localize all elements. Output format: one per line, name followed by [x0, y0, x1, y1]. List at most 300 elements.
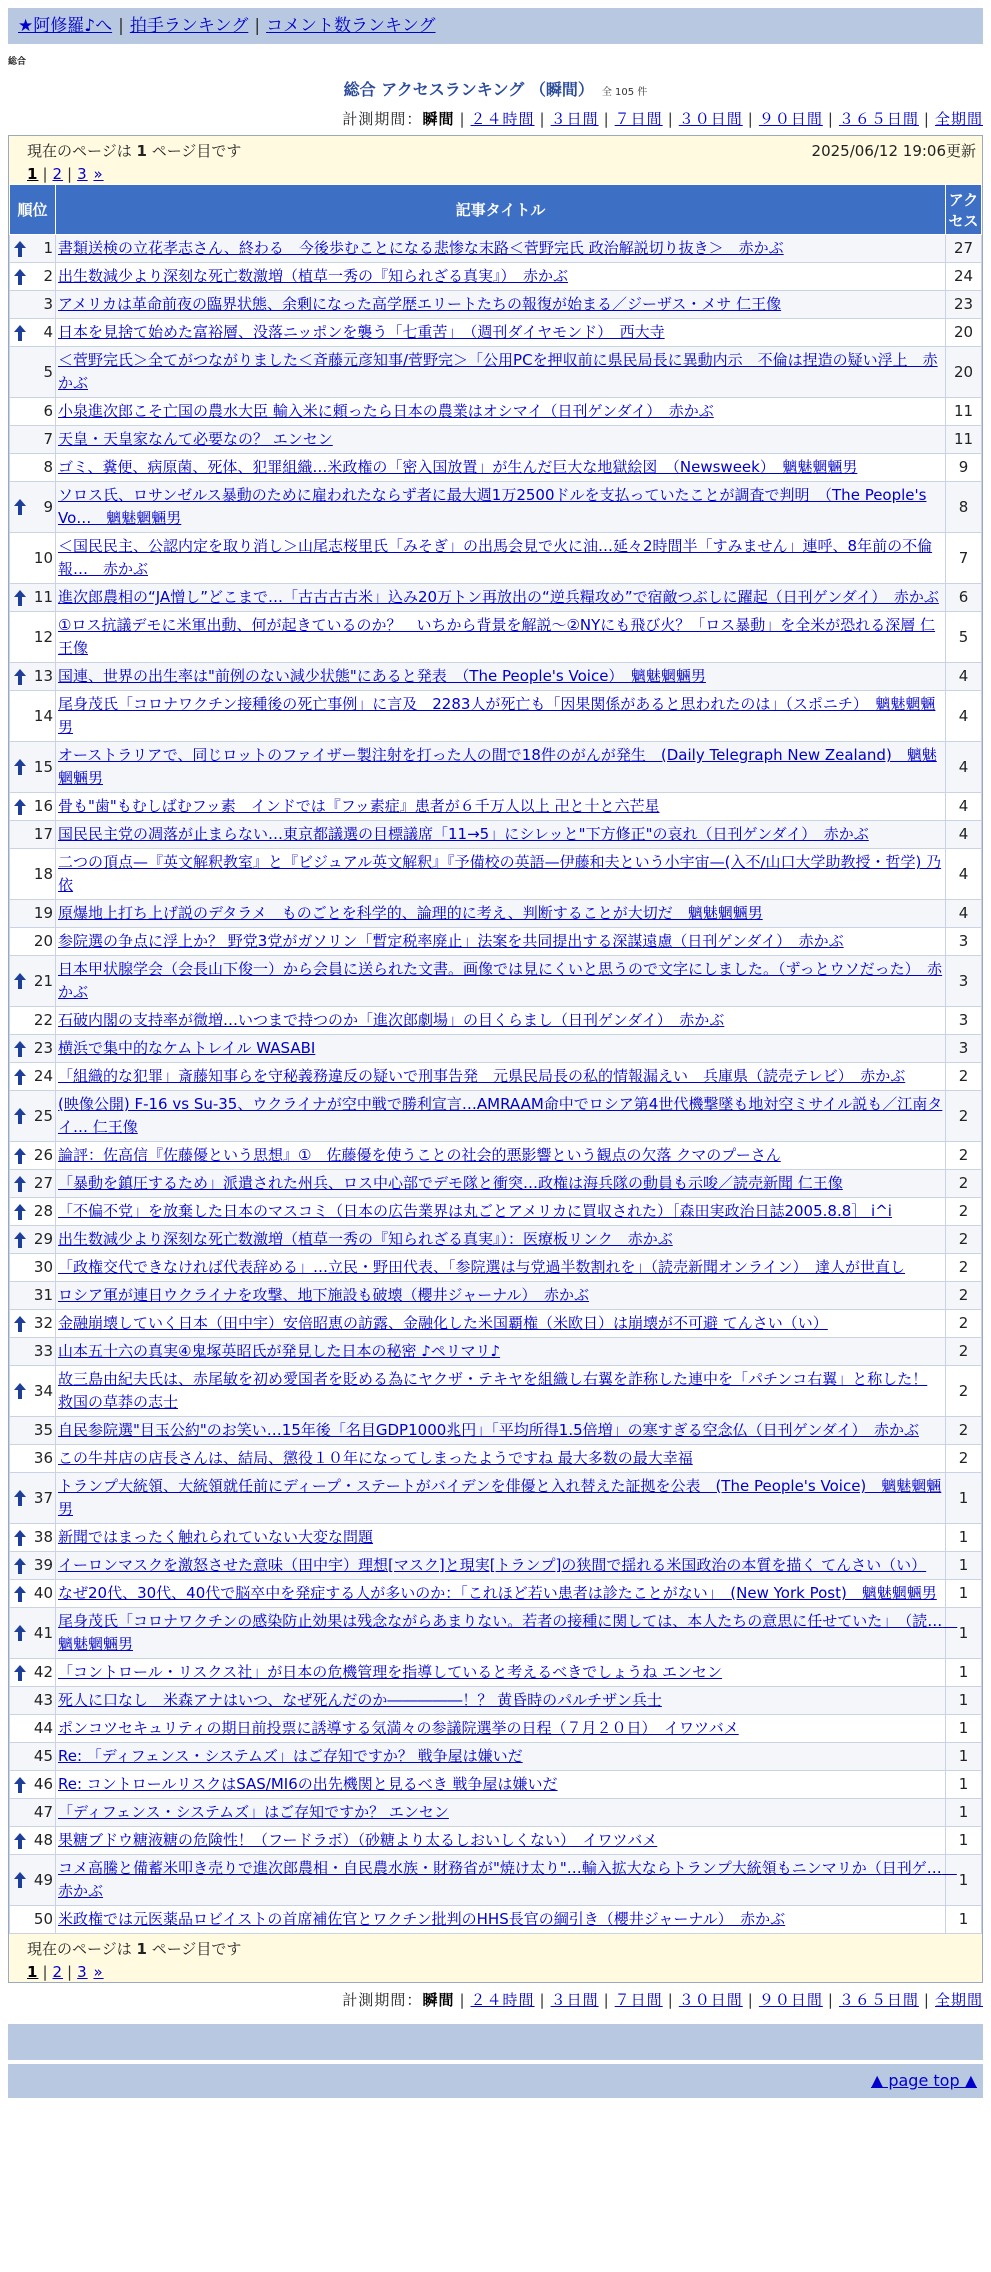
rank-up-arrow-icon — [14, 1316, 26, 1332]
article-title-link[interactable]: コメ高騰と備蓄米叩き売りで進次郎農相・自民農水族・財務省が"焼け太り"…輸入拡大ならトランプ大統領もニンマリか（日刊ゲ… 赤かぶ — [58, 1859, 957, 1900]
article-title-link[interactable]: 尾身茂氏「コロナワクチン接種後の死亡事例」に言及 2283人が死亡も「因果関係があると思われたのは」（スポニチ） 魑魅魍魎男 — [58, 695, 936, 736]
pager-page-link[interactable]: 2 — [52, 165, 64, 183]
title-cell — [56, 1771, 946, 1799]
rank-number: 44 — [33, 1719, 53, 1737]
title-cell — [56, 1310, 946, 1338]
table-row — [10, 1687, 982, 1715]
article-title-link[interactable]: Re: 「ディフェンス・システムズ」はご存知ですか？ 戦争屋は嫌いだ — [58, 1747, 523, 1765]
rank-cell — [10, 956, 56, 1007]
table-row — [10, 1091, 982, 1142]
title-cell — [56, 1282, 946, 1310]
rank-number: 43 — [33, 1691, 53, 1709]
article-title-link[interactable]: 石破内閣の支持率が微増…いつまで持つのか「進次郎劇場」の目くらまし（日刊ゲンダイ） 赤かぶ — [58, 1011, 725, 1029]
table-row — [10, 319, 982, 347]
table-row — [10, 1906, 982, 1934]
table-row — [10, 1338, 982, 1366]
access-count: 2 — [946, 1254, 982, 1282]
article-title-link[interactable]: 死人に口なし 米森アナはいつ、なぜ死んだのか―――――！？ 黄昏時のパルチザン兵士 — [58, 1691, 662, 1709]
period-option-3[interactable]: ７日間 — [614, 110, 663, 128]
rank-cell — [10, 1142, 56, 1170]
period-separator: | — [459, 1991, 466, 2009]
access-count: 2 — [946, 1170, 982, 1198]
rank-number: 34 — [33, 1381, 53, 1400]
pager-next-link[interactable]: » — [93, 165, 104, 183]
table-row — [10, 1310, 982, 1338]
rank-up-arrow-icon — [14, 1833, 26, 1849]
title-cell — [56, 454, 946, 482]
table-row — [10, 1035, 982, 1063]
period-separator: | — [667, 1991, 674, 2009]
rank-number: 18 — [33, 864, 53, 883]
title-cell — [56, 426, 946, 454]
pager-current-page[interactable]: 1 — [27, 1963, 39, 1981]
article-title-link[interactable]: 天皇・天皇家なんて必要なの？ エンセン — [58, 430, 333, 448]
rank-number: 32 — [33, 1314, 53, 1332]
pager-separator: | — [42, 1963, 49, 1981]
rank-cell — [10, 398, 56, 426]
rank-up-arrow-icon — [14, 799, 26, 815]
total-count: 全 105 件 — [601, 87, 648, 98]
title-cell — [56, 1170, 946, 1198]
rank-number: 40 — [33, 1584, 53, 1602]
table-row — [10, 1170, 982, 1198]
top-nav — [8, 8, 983, 44]
article-title-link[interactable]: 「組織的な犯罪」斎藤知事らを守秘義務違反の疑いで刑事告発 元県民局長の私的情報漏えい 兵庫県（読売テレビ） 赤かぶ — [58, 1067, 906, 1085]
period-option-1[interactable]: ２４時間 — [470, 1991, 535, 2009]
rank-cell — [10, 1254, 56, 1282]
article-title-link[interactable]: 日本を見捨て始めた富裕層、没落ニッポンを襲う「七重苦」 （週刊ダイヤモンド） 西大寺 — [58, 323, 665, 341]
article-title-link[interactable]: 「政権交代できなければ代表辞める」…立民・野田代表、「参院選は与党過半数割れを」（読売新聞オンライン） 達人が世直し — [58, 1258, 906, 1276]
article-title-link[interactable]: 新聞ではまったく触れられていない大変な問題 — [58, 1528, 374, 1546]
rank-up-arrow-icon — [14, 1148, 26, 1164]
rank-up-arrow-icon — [14, 1530, 26, 1546]
access-count: 1 — [946, 1799, 982, 1827]
access-count: 8 — [946, 482, 982, 533]
rank-cell — [10, 1743, 56, 1771]
access-count: 3 — [946, 928, 982, 956]
rank-cell — [10, 742, 56, 793]
table-row — [10, 1366, 982, 1417]
rank-cell — [10, 235, 56, 263]
period-separator: | — [827, 1991, 834, 2009]
ranking-table — [9, 184, 982, 1934]
title-cell — [56, 742, 946, 793]
rank-number: 6 — [43, 402, 53, 420]
page-indicator-prefix: 現在のページは — [27, 1940, 132, 1958]
rank-up-arrow-icon — [14, 1069, 26, 1085]
pager-separator: | — [67, 165, 74, 183]
title-cell — [56, 1007, 946, 1035]
table-row — [10, 1473, 982, 1524]
article-title-link[interactable]: ロシア軍が連日ウクライナを攻撃、地下施設も破壊（櫻井ジャーナル） 赤かぶ — [58, 1286, 590, 1304]
page-indicator-suffix: ページ目です — [151, 142, 242, 160]
rank-up-arrow-icon — [14, 1232, 26, 1248]
title-cell — [56, 1091, 946, 1142]
access-count: 2 — [946, 1226, 982, 1254]
period-option-4[interactable]: ３０日間 — [678, 1991, 743, 2009]
rank-number: 38 — [33, 1528, 53, 1546]
pager-next-link[interactable]: » — [93, 1963, 104, 1981]
article-title-link[interactable]: 小泉進次郎こそ亡国の農水大臣 輸入米に頼ったら日本の農業はオシマイ（日刊ゲンダイ） 赤かぶ — [58, 402, 714, 420]
table-row — [10, 263, 982, 291]
access-count: 1 — [946, 1473, 982, 1524]
rank-number: 23 — [33, 1039, 53, 1057]
article-title-link[interactable]: 横浜で集中的なケムトレイル WASABI — [58, 1039, 316, 1057]
table-row — [10, 793, 982, 821]
rank-number: 28 — [33, 1202, 53, 1220]
title-cell — [56, 1608, 958, 1659]
title-cell — [56, 235, 946, 263]
access-count: 2 — [946, 1445, 982, 1473]
page-top-link[interactable]: ▲ page top ▲ — [870, 2071, 977, 2090]
article-title-link[interactable]: 「コントロール・リスクス社」が日本の危機管理を指導していると考えるべきでしょうね エンセン — [58, 1663, 723, 1681]
ranking-heading — [0, 77, 991, 100]
rank-cell — [10, 1771, 56, 1799]
period-option-6[interactable]: ３６５日間 — [838, 110, 919, 128]
rank-cell — [10, 291, 56, 319]
article-title-link[interactable]: 山本五十六の真実④鬼塚英昭氏が発見した日本の秘密 ♪ペリマリ♪ — [58, 1342, 501, 1360]
article-title-link[interactable]: 自民参院選"目玉公約"のお笑い…15年後「名目GDP1000兆円」「平均所得1.5倍増」の寒すぎる空念仏（日刊ゲンダイ） 赤かぶ — [58, 1421, 919, 1439]
rank-up-arrow-icon — [14, 1665, 26, 1681]
period-separator: | — [747, 110, 754, 128]
nav-separator: | — [118, 16, 124, 36]
period-option-3[interactable]: ７日間 — [614, 1991, 663, 2009]
rank-number: 42 — [33, 1663, 53, 1681]
rank-number: 11 — [33, 588, 53, 606]
access-count: 2 — [946, 1198, 982, 1226]
access-count: 2 — [946, 1310, 982, 1338]
access-count: 3 — [946, 956, 982, 1007]
article-title-link[interactable]: この牛丼店の店長さんは、結局、懲役１０年になってしまったようですね 最大多数の最大幸福 — [58, 1449, 693, 1467]
access-count: 2 — [946, 1338, 982, 1366]
pager-bottom — [27, 1963, 964, 1981]
article-title-link[interactable]: イーロンマスクを激怒させた意味（田中宇）理想[マスク]と現実[トランプ]の狭間で揺れる米国政治の本質を描く てんさい（い） — [58, 1556, 927, 1574]
table-row — [10, 235, 982, 263]
table-row — [10, 1198, 982, 1226]
rank-number: 9 — [43, 497, 53, 516]
rank-cell — [10, 1580, 56, 1608]
table-header-row — [10, 185, 982, 235]
article-title-link[interactable]: 二つの頂点—『英文解釈教室』と『ビジュアル英文解釈』『予備校の英語—伊藤和夫という小宇宙—(入不/山口大学助教授・哲学) 乃依 — [58, 853, 942, 894]
article-title-link[interactable]: ＜国民民主、公認内定を取り消し＞山尾志桜里氏「みそぎ」の出馬会見で火に油…延々2時間半「すみません」連呼、8年前の不倫報… 赤かぶ — [58, 537, 933, 578]
rank-up-arrow-icon — [14, 1586, 26, 1602]
page-top-bar — [8, 2064, 983, 2098]
title-cell — [56, 1417, 946, 1445]
access-count: 2 — [946, 1417, 982, 1445]
period-separator: | — [539, 1991, 546, 2009]
period-option-1[interactable]: ２４時間 — [470, 110, 535, 128]
access-count: 1 — [946, 1659, 982, 1687]
title-cell — [56, 900, 946, 928]
rank-up-arrow-icon — [14, 669, 26, 685]
access-count: 2 — [946, 1282, 982, 1310]
article-title-link[interactable]: 出生数減少より深刻な死亡数激増（植草一秀の『知られざる真実』） 赤かぶ — [58, 267, 569, 285]
rank-up-arrow-icon — [14, 241, 26, 257]
article-title-link[interactable]: 日本甲状腺学会（会長山下俊一）から会員に送られた文書。画像では見にくいと思うので文字にしました。（ずっとウソだった） 赤かぶ — [58, 960, 943, 1001]
rank-up-arrow-icon — [14, 973, 26, 989]
rank-up-arrow-icon — [14, 1558, 26, 1574]
article-title-link[interactable]: 尾身茂氏「コロナワクチンの感染防止効果は残念ながらあまりない。若者の接種に関しては、本人たちの意思に任せていた」 （読… 魑魅魍魎男 — [58, 1612, 958, 1653]
access-count: 20 — [946, 347, 982, 398]
article-title-link[interactable]: 果糖ブドウ糖液糖の危険性！（フードラボ）（砂糖より太るしおいしくない） イワツバメ — [58, 1831, 658, 1849]
rank-cell — [10, 612, 56, 663]
rank-number: 1 — [43, 239, 53, 257]
article-title-link[interactable]: ＜菅野完氏＞全てがつながりました＜斉藤元彦知事/菅野完＞「公用PCを押収前に県民局長に異動内示 不倫は捏造の疑い浮上 赤かぶ — [58, 351, 938, 392]
table-row — [10, 482, 982, 533]
section-label: 総合 — [8, 57, 27, 67]
pager-separator: | — [42, 165, 49, 183]
page-info-bottom — [9, 1934, 982, 1982]
period-current: 瞬間 — [422, 1991, 455, 2009]
title-cell — [56, 1473, 946, 1524]
rank-cell — [10, 1007, 56, 1035]
table-row — [10, 1715, 982, 1743]
rank-cell — [10, 1198, 56, 1226]
rank-cell — [10, 1282, 56, 1310]
page-indicator-number: 1 — [136, 1940, 147, 1958]
nav-separator: | — [254, 16, 261, 36]
article-title-link[interactable]: ①ロス抗議デモに米軍出動、何が起きているのか？ いちから背景を解説～②NYにも飛び火？「ロス暴動」を全米が恐れる深層 仁王像 — [58, 616, 936, 657]
title-cell — [56, 1035, 946, 1063]
article-title-link[interactable]: 参院選の争点に浮上か？ 野党3党がガソリン「暫定税率廃止」法案を共同提出する深謀遠慮（日刊ゲンダイ） 赤かぶ — [58, 932, 844, 950]
access-count: 20 — [946, 319, 982, 347]
rank-up-arrow-icon — [14, 269, 26, 285]
rank-cell — [10, 900, 56, 928]
rank-number: 36 — [33, 1449, 53, 1467]
access-count: 4 — [946, 849, 982, 900]
article-title-link[interactable]: 骨も"歯"もむしばむフッ素 インドでは『フッ素症』患者が６千万人以上 卍と十と六芒星 — [58, 797, 660, 815]
rank-up-arrow-icon — [14, 1872, 26, 1888]
rank-cell — [10, 1417, 56, 1445]
clap-ranking-link[interactable]: 拍手ランキング — [129, 16, 249, 36]
column-header-access: アクセス — [946, 185, 982, 235]
article-title-link[interactable]: トランプ大統領、大統領就任前にディープ・ステートがバイデンを俳優と入れ替えた証拠を公表 (The People's Voice) 魑魅魍魎男 — [58, 1477, 942, 1518]
article-title-link[interactable]: 「暴動を鎮圧するため」派遣された州兵、ロス中心部でデモ隊と衝突…政権は海兵隊の動員も示唆／読売新聞 仁王像 — [58, 1174, 843, 1192]
access-count: 24 — [946, 263, 982, 291]
rank-number: 22 — [33, 1011, 53, 1029]
article-title-link[interactable]: 故三島由紀夫氏は、赤尾敏を初め愛国者を貶める為にヤクザ・テキヤを組織し右翼を詐称した連中を「パチンコ右翼」と称した！ 救国の草莽の志士 — [58, 1370, 928, 1411]
rank-up-arrow-icon — [14, 1041, 26, 1057]
period-option-2[interactable]: ３日間 — [550, 110, 599, 128]
table-row — [10, 1142, 982, 1170]
article-title-link[interactable]: 国連、世界の出生率は"前例のない減少状態"にあると発表 （The People's Voice） 魑魅魍魎男 — [58, 667, 706, 685]
article-title-link[interactable]: 原爆地上打ち上げ説のデタラメ ものごとを科学的、論理的に考え、判断することが大切だ 魑魅魍魎男 — [58, 904, 763, 922]
period-selector-bottom — [8, 1989, 983, 2010]
rank-number: 24 — [33, 1067, 53, 1085]
article-title-link[interactable]: なぜ20代、30代、40代で脳卒中を発症する人が多いのか：「これほど若い患者は診たことがない」 (New York Post) 魑魅魍魎男 — [58, 1584, 937, 1602]
rank-cell — [10, 849, 56, 900]
rank-cell — [10, 1310, 56, 1338]
access-count: 2 — [946, 1142, 982, 1170]
rank-number: 8 — [43, 458, 53, 476]
title-cell — [56, 1687, 946, 1715]
article-title-link[interactable]: (映像公開) F-16 vs Su-35、ウクライナが空中戦で勝利宣言…AMRAAM命中でロシア第4世代機撃墜も地対空ミサイル説も／江南タイ… 仁王像 — [58, 1095, 943, 1136]
rank-cell — [10, 584, 56, 612]
rank-number: 39 — [33, 1556, 53, 1574]
rank-cell — [10, 1226, 56, 1254]
article-title-link[interactable]: オーストラリアで、同じロットのファイザー製注射を打った人の間で18件のがんが発生 (Daily Telegraph New Zealand) 魑魅魍魎男 — [58, 746, 937, 787]
period-separator: | — [747, 1991, 754, 2009]
page-indicator-bottom — [27, 1938, 964, 1959]
table-row — [10, 1524, 982, 1552]
table-row — [10, 1743, 982, 1771]
access-count: 4 — [946, 663, 982, 691]
period-separator: | — [603, 1991, 610, 2009]
period-label: 計測期間： — [342, 1991, 423, 2009]
footer-bar — [8, 2024, 983, 2060]
article-title-link[interactable]: ゴミ、糞便、病原菌、死体、犯罪組織…米政権の「密入国放置」が生んだ巨大な地獄絵図 （Newsweek） 魑魅魍魎男 — [58, 458, 858, 476]
rank-up-arrow-icon — [14, 1176, 26, 1192]
access-count: 9 — [946, 454, 982, 482]
article-title-link[interactable]: 進次郎農相の“JA憎し”どこまで…「古古古古米」込み20万トン再放出の“逆兵糧攻め”で宿敵つぶしに躍起（日刊ゲンダイ） 赤かぶ — [58, 588, 939, 606]
access-count: 11 — [946, 426, 982, 454]
title-cell — [56, 1366, 946, 1417]
access-count: 1 — [946, 1743, 982, 1771]
title-cell — [56, 1799, 946, 1827]
rank-up-arrow-icon — [14, 1108, 26, 1124]
pager-page-link[interactable]: 3 — [77, 1963, 88, 1981]
table-row — [10, 1659, 982, 1687]
rank-up-arrow-icon — [14, 325, 26, 341]
period-option-5[interactable]: ９０日間 — [758, 110, 823, 128]
title-cell — [56, 1743, 946, 1771]
page-title: 総合 アクセスランキング （瞬間） — [343, 80, 594, 99]
article-title-link[interactable]: 米政権では元医薬品ロビイストの首席補佐官とワクチン批判のHHS長官の綱引き（櫻井ジャーナル） 赤かぶ — [58, 1910, 786, 1928]
table-row — [10, 1282, 982, 1310]
table-row — [10, 612, 982, 663]
title-cell — [56, 1226, 946, 1254]
rank-cell — [10, 928, 56, 956]
title-cell — [56, 1524, 946, 1552]
table-row — [10, 347, 982, 398]
rank-up-arrow-icon — [14, 499, 26, 515]
table-row — [10, 1608, 982, 1659]
pager-page-link[interactable]: 2 — [52, 1963, 64, 1981]
rank-cell — [10, 319, 56, 347]
period-option-7[interactable]: 全期間 — [934, 110, 983, 128]
table-row — [10, 1552, 982, 1580]
rank-cell — [10, 1855, 56, 1906]
rank-number: 15 — [33, 757, 53, 776]
table-row — [10, 849, 982, 900]
access-count: 1 — [946, 1771, 982, 1799]
rank-cell — [10, 533, 56, 584]
article-title-link[interactable]: 「不偏不党」を放棄した日本のマスコミ（日本の広告業界は丸ごとアメリカに買収された）［森田実政治日誌2005.8.8］ i^i — [58, 1202, 892, 1220]
rank-up-arrow-icon — [14, 1777, 26, 1793]
table-row — [10, 1855, 982, 1906]
table-row — [10, 426, 982, 454]
column-header-rank: 順位 — [10, 185, 56, 235]
table-row — [10, 1226, 982, 1254]
rank-number: 16 — [33, 797, 53, 815]
article-title-link[interactable]: ソロス氏、ロサンゼルス暴動のために雇われたならず者に最大週1万2500ドルを支払っていたことが調査で判明 （The People's Vo… 魑魅魍魎男 — [58, 486, 927, 527]
period-option-2[interactable]: ３日間 — [550, 1991, 599, 2009]
rank-cell — [10, 1063, 56, 1091]
title-cell — [56, 612, 946, 663]
table-row — [10, 1254, 982, 1282]
article-title-link[interactable]: 論評：佐高信『佐藤優という思想』① 佐藤優を使うことの社会的悪影響という観点の欠落 クマのプーさん — [58, 1146, 781, 1164]
rank-number: 27 — [33, 1174, 53, 1192]
rank-number: 41 — [33, 1623, 53, 1642]
rank-cell — [10, 793, 56, 821]
article-title-link[interactable]: アメリカは革命前夜の臨界状態、余剰になった高学歴エリートたちの報復が始まる／ジーザス・メサ 仁王像 — [58, 295, 782, 313]
table-row — [10, 398, 982, 426]
table-row — [10, 533, 982, 584]
access-count: 4 — [946, 742, 982, 793]
access-count: 2 — [946, 1063, 982, 1091]
article-title-link[interactable]: 国民民主党の凋落が止まらない…東京都議選の目標議席「11→5」にシレッと"下方修正"の哀れ（日刊ゲンダイ） 赤かぶ — [58, 825, 869, 843]
ranking-container — [8, 135, 983, 1983]
period-option-4[interactable]: ３０日間 — [678, 110, 743, 128]
title-cell — [56, 1580, 946, 1608]
pager-current-page[interactable]: 1 — [27, 165, 39, 183]
article-title-link[interactable]: ポンコツセキュリティの期日前投票に誘導する気満々の参議院選挙の日程（７月２０日） イワツバメ — [58, 1719, 739, 1737]
title-cell — [56, 1445, 946, 1473]
rank-number: 7 — [43, 430, 53, 448]
period-separator: | — [827, 110, 834, 128]
article-title-link[interactable]: 金融崩壊していく日本（田中宇）安倍昭恵の訪露、金融化した米国覇権（米欧日）は崩壊が不可避 てんさい（い） — [58, 1314, 828, 1332]
article-title-link[interactable]: 書類送検の立花孝志さん、終わる 今後歩むことになる悲惨な末路＜菅野完氏 政治解説切り抜き＞ 赤かぶ — [58, 239, 784, 257]
table-row — [10, 1580, 982, 1608]
page-indicator-prefix: 現在のページは — [27, 142, 132, 160]
rank-number: 21 — [33, 971, 53, 990]
rank-cell — [10, 263, 56, 291]
period-separator: | — [923, 1991, 930, 2009]
rank-cell — [10, 1715, 56, 1743]
period-separator: | — [667, 110, 674, 128]
period-option-5[interactable]: ９０日間 — [758, 1991, 823, 2009]
period-separator: | — [603, 110, 610, 128]
page-indicator-number: 1 — [136, 142, 147, 160]
table-row — [10, 1063, 982, 1091]
table-row — [10, 584, 982, 612]
rank-number: 13 — [33, 667, 53, 685]
title-cell — [56, 1715, 946, 1743]
rank-cell — [10, 482, 56, 533]
period-separator: | — [459, 110, 466, 128]
title-cell — [56, 1906, 946, 1934]
table-row — [10, 691, 982, 742]
rank-number: 46 — [33, 1775, 53, 1793]
access-count: 1 — [946, 1580, 982, 1608]
title-cell — [56, 928, 946, 956]
rank-up-arrow-icon — [14, 1204, 26, 1220]
title-cell — [56, 1827, 946, 1855]
article-title-link[interactable]: 「ディフェンス・システムズ」はご存知ですか？ エンセン — [58, 1803, 449, 1821]
rank-cell — [10, 1659, 56, 1687]
rank-up-arrow-icon — [14, 1625, 26, 1641]
rank-cell — [10, 1366, 56, 1417]
rank-number: 26 — [33, 1146, 53, 1164]
period-option-7[interactable]: 全期間 — [934, 1991, 983, 2009]
rank-up-arrow-icon — [14, 759, 26, 775]
page-info-top — [9, 136, 982, 184]
title-cell — [56, 663, 946, 691]
article-title-link[interactable]: 出生数減少より深刻な死亡数激増（植草一秀の『知られざる真実』）：医療板リンク 赤かぶ — [58, 1230, 673, 1248]
comment-ranking-link[interactable]: コメント数ランキング — [266, 16, 436, 36]
title-cell — [56, 1063, 946, 1091]
title-cell — [56, 319, 946, 347]
rank-number: 19 — [33, 904, 53, 922]
home-link[interactable]: ★阿修羅♪へ — [18, 16, 113, 36]
period-selector-top — [8, 108, 983, 129]
table-row — [10, 663, 982, 691]
article-title-link[interactable]: Re: コントロールリスクはSAS/MI6の出先機関と見るべき 戦争屋は嫌いだ — [58, 1775, 558, 1793]
access-count: 4 — [946, 821, 982, 849]
period-option-6[interactable]: ３６５日間 — [838, 1991, 919, 2009]
access-count: 5 — [946, 612, 982, 663]
pager-page-link[interactable]: 3 — [77, 165, 88, 183]
